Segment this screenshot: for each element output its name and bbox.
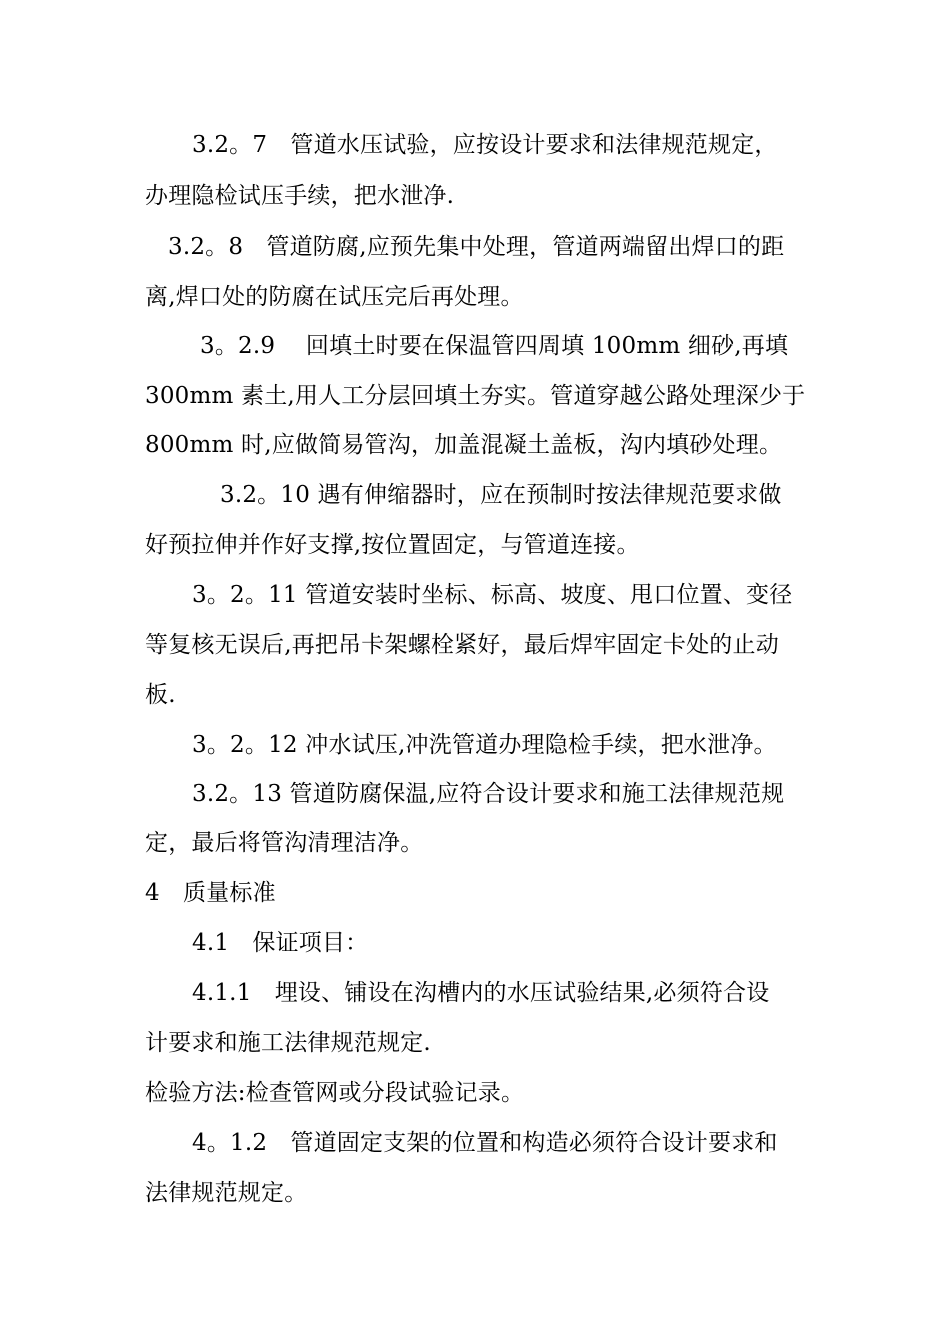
text-line: 办理隐检试压手续，把水泄净. [145, 183, 455, 209]
text-line: 离,焊口处的防腐在试压完后再处理。 [145, 284, 524, 310]
text-line: 定，最后将管沟清理洁净。 [145, 830, 424, 856]
text-line: 3.2。8 管道防腐,应预先集中处理，管道两端留出焊口的距 [168, 234, 785, 260]
text-line: 4.1.1 埋设、铺设在沟槽内的水压试验结果,必须符合设 [192, 980, 770, 1006]
subsection-heading: 4.1 保证项目： [192, 930, 369, 956]
text-line: 300mm 素土,用人工分层回填土夯实。管道穿越公路处理深少于 [145, 383, 806, 409]
text-line: 800mm 时,应做简易管沟，加盖混凝土盖板，沟内填砂处理。 [145, 432, 783, 458]
text-line: 计要求和施工法律规范规定. [145, 1030, 431, 1056]
text-line: 检验方法:检查管网或分段试验记录。 [145, 1080, 525, 1106]
text-line: 好预拉伸并作好支撑,按位置固定，与管道连接。 [145, 532, 640, 558]
text-line: 3.2。13 管道防腐保温,应符合设计要求和施工法律规范规 [192, 781, 785, 807]
text-line: 3。2。12 冲水试压,冲洗管道办理隐检手续，把水泄净。 [192, 732, 777, 758]
text-line: 4。1.2 管道固定支架的位置和构造必须符合设计要求和 [192, 1130, 778, 1156]
section-heading: 4 质量标准 [145, 880, 276, 906]
text-line: 板. [145, 682, 176, 708]
text-line: 3。2。11 管道安装时坐标、标高、坡度、甩口位置、变径 [192, 582, 793, 608]
text-line: 法律规范规定。 [145, 1180, 308, 1206]
text-line: 等复核无误后,再把吊卡架螺栓紧好，最后焊牢固定卡处的止动 [145, 632, 779, 658]
text-line: 3.2。7 管道水压试验，应按设计要求和法律规范规定， [192, 132, 778, 158]
text-line: 3。2.9 回填土时要在保温管四周填 100mm 细砂,再填 [200, 333, 789, 359]
text-line: 3.2。10 遇有伸缩器时，应在预制时按法律规范要求做 [220, 482, 782, 508]
